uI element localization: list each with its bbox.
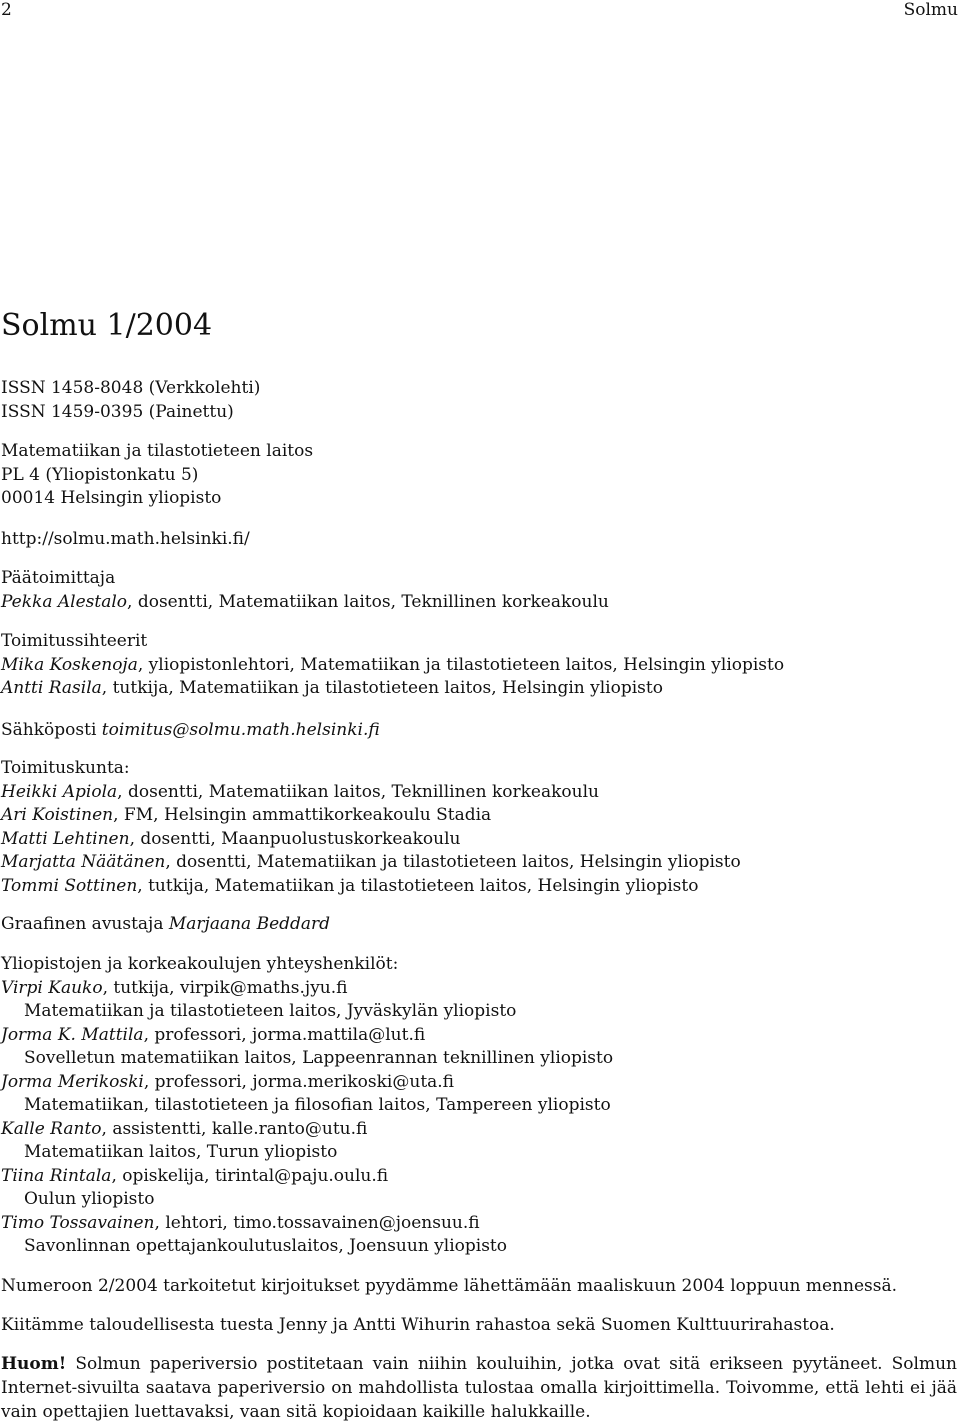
person-desc: , tutkija, virpik@maths.jyu.fi	[102, 977, 348, 998]
person-name: Ari Koistinen	[1, 805, 114, 825]
person-name: Heikki Apiola	[1, 781, 118, 802]
editor-in-chief	[1, 567, 957, 614]
person-name: Marjaana Beddard	[168, 914, 331, 934]
issn-print: ISSN 1459-0395 (Painettu)	[1, 401, 234, 422]
person-desc: , yliopistonlehtori, Matematiikan ja tilastotieteen laitos, Helsingin yliopisto	[137, 654, 785, 675]
contact-entry	[1, 1071, 957, 1095]
person-desc: , assistentti, kalle.ranto@utu.fi	[101, 1118, 368, 1139]
person-desc: , dosentti, Matematiikan laitos, Teknillinen korkeakoulu	[117, 781, 599, 802]
person-name: Matti Lehtinen	[1, 828, 130, 849]
email-address[interactable]: toimitus@solmu.math.helsinki.fi	[101, 720, 380, 740]
person-name: Pekka Alestalo	[1, 591, 128, 612]
editor-entry	[1, 591, 957, 615]
contact-institution: Sovelletun matematiikan laitos, Lappeenrannan teknillinen yliopisto	[24, 1048, 614, 1068]
contact-institution: Oulun yliopisto	[24, 1189, 155, 1209]
person-desc: , dosentti, Maanpuolustuskorkeakoulu	[129, 828, 461, 849]
huom-text: Solmun paperiversio postitetaan vain niihin kouluihin, jotka ovat sitä erikseen pyytäneet. Solmun Internet-sivuilta saatava paperiversio on mahdollista tulostaa omalla kirjoittimella. Toivomme, että lehti ei jää vain opettajien luettavaksi, vaan sitä kopioidaan kaikille halukkaille.	[1, 1354, 957, 1422]
secretary-entry	[1, 677, 957, 701]
contact-entry	[1, 1024, 957, 1048]
person-name: Virpi Kauko	[1, 977, 103, 998]
journal-name: Solmu	[903, 0, 958, 20]
graphics-line	[1, 913, 957, 937]
huom-paragraph	[1, 1353, 957, 1424]
notice-text: Numeroon 2/2004 tarkoitetut kirjoitukset pyydämme lähettämään maaliskuun 2004 loppuun mennessä.	[1, 1276, 898, 1296]
email-label: Sähköposti	[1, 720, 102, 740]
graphics-label: Graafinen avustaja	[1, 914, 169, 934]
person-name: Jorma K. Mattila	[1, 1024, 144, 1045]
huom-label: Huom!	[1, 1354, 67, 1374]
contact-entry	[1, 1165, 957, 1189]
contact-institution: Matematiikan, tilastotieteen ja filosofian laitos, Tampereen yliopisto	[24, 1095, 611, 1115]
person-desc: , opiskelija, tirintal@paju.oulu.fi	[111, 1165, 389, 1186]
contact-institution: Matematiikan ja tilastotieteen laitos, Jyväskylän yliopisto	[24, 1001, 517, 1021]
person-name: Antti Rasila	[1, 678, 102, 698]
running-header	[0, 0, 958, 24]
person-desc: , lehtori, timo.tossavainen@joensuu.fi	[154, 1212, 480, 1233]
person-name: Tommi Sottinen	[1, 875, 138, 896]
person-desc: , professori, jorma.mattila@lut.fi	[143, 1024, 426, 1045]
person-name: Kalle Ranto	[1, 1118, 102, 1139]
graphics-block	[1, 913, 957, 937]
page-title: Solmu 1/2004	[1, 308, 213, 343]
email-block	[1, 719, 957, 743]
person-desc: , tutkija, Matematiikan ja tilastotieteen laitos, Helsingin yliopisto	[101, 678, 663, 698]
secretaries-heading: Toimitussihteerit	[1, 631, 148, 651]
page-number: 2	[1, 0, 12, 20]
board-member	[1, 828, 957, 852]
person-name: Marjatta Näätänen	[1, 852, 166, 872]
contact-entry	[1, 1118, 957, 1142]
board-member	[1, 851, 957, 875]
secretaries	[1, 630, 957, 701]
person-desc: , FM, Helsingin ammattikorkeakoulu Stadia	[113, 805, 492, 825]
issn-block	[1, 377, 957, 424]
address-block	[1, 440, 957, 511]
board-heading: Toimituskunta:	[1, 758, 130, 778]
contact-institution: Savonlinnan opettajankoulutuslaitos, Joensuun yliopisto	[24, 1236, 507, 1256]
person-name: Mika Koskenoja	[1, 654, 138, 675]
person-desc: , tutkija, Matematiikan ja tilastotieteen laitos, Helsingin yliopisto	[137, 875, 699, 896]
address-line: Matematiikan ja tilastotieteen laitos	[1, 441, 314, 461]
contact-institution: Matematiikan laitos, Turun yliopisto	[24, 1142, 338, 1162]
next-issue-notice	[1, 1275, 957, 1299]
contact-entry	[1, 1212, 957, 1236]
person-name: Tiina Rintala	[1, 1165, 112, 1186]
contacts	[1, 953, 957, 1259]
editorial-board	[1, 757, 957, 898]
board-member	[1, 804, 957, 828]
email-line	[1, 719, 957, 743]
board-member	[1, 875, 957, 899]
person-name: Timo Tossavainen	[1, 1212, 155, 1233]
address-line: PL 4 (Yliopistonkatu 5)	[1, 464, 199, 485]
contacts-heading: Yliopistojen ja korkeakoulujen yhteyshenkilöt:	[1, 954, 399, 974]
issn-online: ISSN 1458-8048 (Verkkolehti)	[1, 378, 261, 398]
person-desc: , dosentti, Matematiikan laitos, Teknillinen korkeakoulu	[127, 591, 609, 612]
person-desc: , dosentti, Matematiikan ja tilastotieteen laitos, Helsingin yliopisto	[165, 852, 741, 872]
address-line: 00014 Helsingin yliopisto	[1, 488, 222, 508]
person-name: Jorma Merikoski	[1, 1071, 144, 1092]
contact-entry	[1, 977, 957, 1001]
board-member	[1, 781, 957, 805]
thanks-block	[1, 1314, 957, 1338]
secretary-entry	[1, 654, 957, 678]
thanks-text: Kiitämme taloudellisesta tuesta Jenny ja Antti Wihurin rahastoa sekä Suomen Kulttuurirahastoa.	[1, 1315, 835, 1335]
editor-heading: Päätoimittaja	[1, 568, 116, 588]
website-url[interactable]: http://solmu.math.helsinki.fi/	[1, 529, 250, 549]
url-block	[1, 528, 957, 552]
person-desc: , professori, jorma.merikoski@uta.fi	[143, 1071, 455, 1092]
